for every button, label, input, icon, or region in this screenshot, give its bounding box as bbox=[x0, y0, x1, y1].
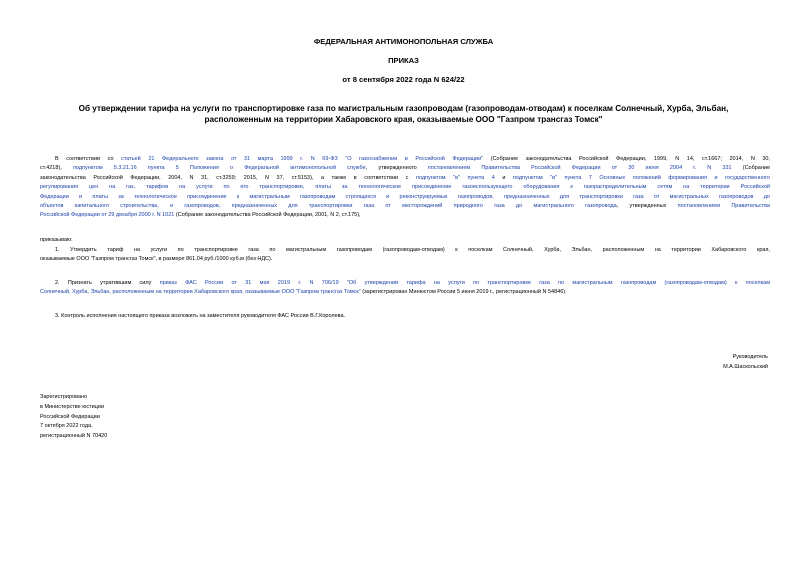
subclause-4v-link[interactable]: подпунктом "в" пункта 4 bbox=[415, 174, 495, 181]
item-2-text: (зарегистрирован Минюстом России 5 июня 2019 г., регистрационный N 54846). bbox=[360, 289, 567, 296]
item-2-text: 2. Признать утратившим силу bbox=[55, 280, 160, 286]
repealed-order-link[interactable]: приказ ФАС России от 31 мая 2019 г. N 706/19 "Об утверждении тарифа на услуги по транспортировке газа по магистральным газопроводам (газопроводам-отводам) к поселкам bbox=[159, 280, 770, 286]
document-date-number: от 8 сентября 2022 года N 624/22 bbox=[342, 75, 465, 84]
resolution-1021-link[interactable]: постановлением Правительства bbox=[677, 203, 770, 210]
preamble-line-2 bbox=[40, 164, 770, 173]
item-3: 3. Контроль исполнения настоящего приказа возложить на заместителя руководителя ФАС России В.Г.Королева. bbox=[55, 313, 346, 319]
item-1 bbox=[40, 246, 770, 265]
signer-name: М.А.Шаскольский bbox=[723, 363, 768, 370]
preamble-text: ст.4218), bbox=[40, 165, 73, 172]
item-2 bbox=[40, 279, 770, 298]
basic-provisions-link[interactable]: объектов капитального строительства, и газопроводов, предназначенных для транспортировки газа от месторождений природного газа до магистрального газопровода bbox=[40, 203, 617, 210]
subclause-7v-link[interactable]: подпунктом "в" пункта 7 Основных положений формирования и государственного bbox=[512, 174, 770, 181]
preamble-text: В соответствии со bbox=[55, 156, 122, 162]
registration-line-2: в Министерстве юстиции bbox=[40, 403, 105, 410]
regulation-fas-link[interactable]: подпунктом 5.3.21.16 пункта 5 Положения о Федеральной антимонопольной службе bbox=[72, 165, 366, 172]
preamble-text: и bbox=[494, 174, 513, 181]
preamble-line-4[interactable]: регулирования цен на газ, тарифов на услуги по его транспортировке, платы за технологическое присоединение газоиспользующего оборудования к газораспределительным сетям на территории Российской bbox=[40, 184, 770, 191]
registration-line-3: Российской Федерации bbox=[40, 413, 100, 420]
preamble-line-5[interactable]: Федерации и платы за технологическое присоединение к магистральным газопроводам строящихся и реконструируемых газопроводов, предназначенных для транспортировки газа от магистральных газопроводов до bbox=[40, 193, 770, 200]
preamble-paragraph bbox=[40, 155, 770, 221]
order-word: приказываю: bbox=[40, 237, 73, 243]
registration-block bbox=[40, 393, 240, 442]
repealed-order-link-cont[interactable]: Солнечный, Хурба, Эльбан, расположенным на территории Хабаровского края, оказываемые ООО "Газпром трансгаз Томск" bbox=[40, 289, 361, 296]
title-line-2: расположенным на территории Хабаровского края, оказываемые ООО "Газпром трансгаз Томск" bbox=[204, 115, 603, 124]
preamble-text: , утвержденных bbox=[616, 203, 678, 210]
preamble-line-1 bbox=[40, 155, 770, 164]
preamble-text: , утвержденного bbox=[365, 165, 428, 172]
preamble-text: (Собрание bbox=[731, 165, 771, 172]
preamble-text: (Собрание законодательства Российской Федерации, 1999, N 14, ст.1667; 2014, N 30, bbox=[483, 156, 770, 162]
preamble-line-3 bbox=[40, 174, 770, 183]
registration-line-4: 7 октября 2022 года, bbox=[40, 423, 93, 430]
signature-block bbox=[568, 353, 768, 373]
agency-name: ФЕДЕРАЛЬНАЯ АНТИМОНОПОЛЬНАЯ СЛУЖБА bbox=[313, 37, 494, 46]
document-title bbox=[60, 103, 747, 125]
law-link-69fz[interactable]: статьей 21 Федерального закона от 31 марта 1999 г. N 69-ФЗ "О газоснабжении в Российской Федерации" bbox=[121, 156, 484, 162]
resolution-331-link[interactable]: постановлением Правительства Российской Федерации от 30 июня 2004 г. N 331 bbox=[427, 165, 732, 172]
registration-line-5: регистрационный N 70420 bbox=[40, 433, 108, 440]
preamble-text: (Собрание законодательства Российской Федерации, 2001, N 2, ст.175), bbox=[174, 212, 361, 219]
item-1-line-2: оказываемые ООО "Газпром трансгаз Томск", в размере 861,04 руб./1000 куб.м (без НДС). bbox=[40, 256, 273, 263]
registration-line-1: Зарегистрировано bbox=[40, 394, 88, 400]
document-type: ПРИКАЗ bbox=[388, 56, 419, 65]
preamble-line-7 bbox=[40, 211, 770, 220]
item-2-line-1 bbox=[40, 279, 770, 288]
title-line-1: Об утверждении тарифа на услуги по транспортировке газа по магистральным газопроводам (газопроводам-отводам) к поселкам Солнечный, Хурба, Эльбан, bbox=[78, 104, 729, 113]
preamble-line-6 bbox=[40, 202, 770, 211]
item-1-line-1: 1. Утвердить тариф на услуги по транспортировке газа по магистральным газопроводам (газопроводам-отводам) к поселкам Солнечный, Хурба, Эльбан, расположенным на территории Хабаровского края, bbox=[55, 247, 770, 253]
item-2-line-2 bbox=[40, 288, 770, 297]
preamble-text: законодательства Российской Федерации, 2004, N 31, ст.3259; 2015, N 37, ст.5153), а также в соответствии с bbox=[40, 174, 416, 181]
signer-position: Руководитель bbox=[732, 354, 768, 360]
resolution-1021-link-cont[interactable]: Российской Федерации от 29 декабря 2000 г. N 1021 bbox=[40, 212, 175, 219]
